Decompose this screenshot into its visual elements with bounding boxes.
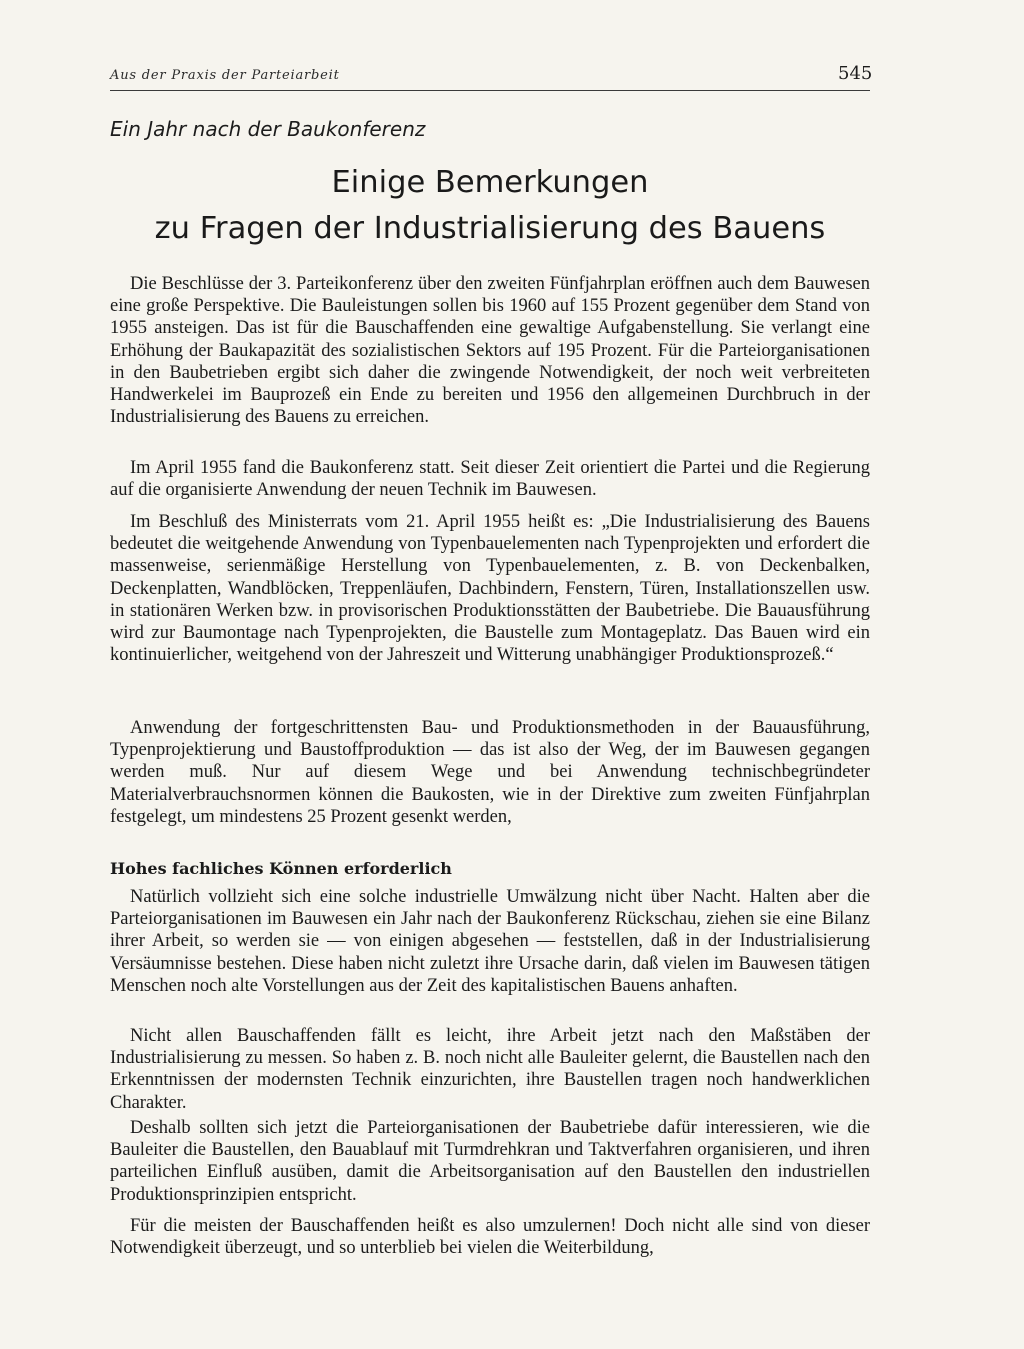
paragraph-4: Anwendung der fortgeschrittensten Bau- und Produktionsmethoden in der Bauausführung, Typenprojektierung und Baustoffproduktion — das ist also der Weg, der im Bauwesen gegangen werden muß. Nur auf diesem Wege und bei Anwendung technischbegründeter Materialverbrauchsnormen können die Baukosten, wie in der Direktive zum zweiten Fünfjahrplan festgelegt, um mindestens 25 Prozent gesenkt werden, [110,718,870,827]
running-head: Aus der Praxis der Parteiarbeit [110,68,340,83]
paragraph-7: Deshalb sollten sich jetzt die Parteiorganisationen der Baubetriebe dafür interessieren, wie die Bauleiter die Baustellen, den Bauablauf mit Turmdrehkran und Taktverfahren organisieren, und ihren parteilichen Einfluß ausüben, damit die Arbeitsorganisation auf den Baustellen den industriellen Produktionsprinzipien entspricht. [110,1118,870,1205]
article-title [110,160,870,252]
paragraph-1: Die Beschlüsse der 3. Parteikonferenz über den zweiten Fünfjahrplan eröffnen auch dem Bauwesen eine große Perspektive. Die Bauleistungen sollen bis 1960 auf 155 Prozent gegenüber dem Stand von 1955 ansteigen. Das ist für die Bauschaffenden eine gewaltige Aufgabenstellung. Sie verlangt eine Erhöhung der Baukapazität des sozialistischen Sektors auf 195 Prozent. Für die Parteiorganisationen in den Baubetrieben ergibt sich daher die zwingende Notwendigkeit, der noch weit verbreiteten Handwerkelei im Bauprozeß ein Ende zu bereiten und 1956 den allgemeinen Durchbruch in der Industrialisierung des Bauens zu erreichen. [110,274,870,428]
paragraph-3: Im Beschluß des Ministerrats vom 21. April 1955 heißt es: „Die Industrialisierung des Bauens bedeutet die weitgehende Anwendung von Typenbauelementen nach Typenprojekten und erfordert die massenweise, serienmäßige Herstellung von Typenbauelementen, z. B. von Deckenbalken, Deckenplatten, Wandblöcken, Treppenläufen, Dachbindern, Fenstern, Türen, Installationszellen usw. in stationären Werken bzw. in provisorischen Produktionsstätten der Baubetriebe. Die Bauausführung wird zur Baumontage nach Typenprojekten, die Baustelle zum Montageplatz. Das Bauen wird ein kontinuierlicher, weitgehend von der Jahreszeit und Witterung unabhängiger Produktionsprozeß.“ [110,512,870,666]
paragraph-2: Im April 1955 fand die Baukonferenz statt. Seit dieser Zeit orientiert die Partei und die Regierung auf die organisierte Anwendung der neuen Technik im Bauwesen. [110,458,870,501]
page-number: 545 [838,63,873,84]
article-kicker: Ein Jahr nach der Baukonferenz [110,117,426,141]
paragraph-6: Nicht allen Bauschaffenden fällt es leicht, ihre Arbeit jetzt nach den Maßstäben der Industrialisierung zu messen. So haben z. B. noch nicht alle Bauleiter gelernt, die Baustellen nach den Erkenntnissen der modernsten Technik einzurichten, ihre Baustellen tragen noch handwerklichen Charakter. [110,1026,870,1113]
header-rule [110,90,870,91]
section-heading: Hohes fachliches Können erforderlich [110,859,452,878]
paragraph-8: Für die meisten der Bauschaffenden heißt es also umzulernen! Doch nicht alle sind von dieser Notwendigkeit überzeugt, und so unterblieb bei vielen die Weiterbildung, [110,1216,870,1259]
article-title-line-2: zu Fragen der Industrialisierung des Bauens [154,211,826,246]
paragraph-5: Natürlich vollzieht sich eine solche industrielle Umwälzung nicht über Nacht. Halten aber die Parteiorganisationen im Bauwesen ein Jahr nach der Baukonferenz Rückschau, ziehen sie eine Bilanz ihrer Arbeit, so werden sie — von einigen abgesehen — feststellen, daß in der Industrialisierung Versäumnisse bestehen. Diese haben nicht zuletzt ihre Ursache darin, daß vielen im Bauwesen tätigen Menschen noch alte Vorstellungen aus der Zeit des kapitalistischen Bauens anhaften. [110,887,870,996]
article-title-line-1: Einige Bemerkungen [331,165,649,200]
